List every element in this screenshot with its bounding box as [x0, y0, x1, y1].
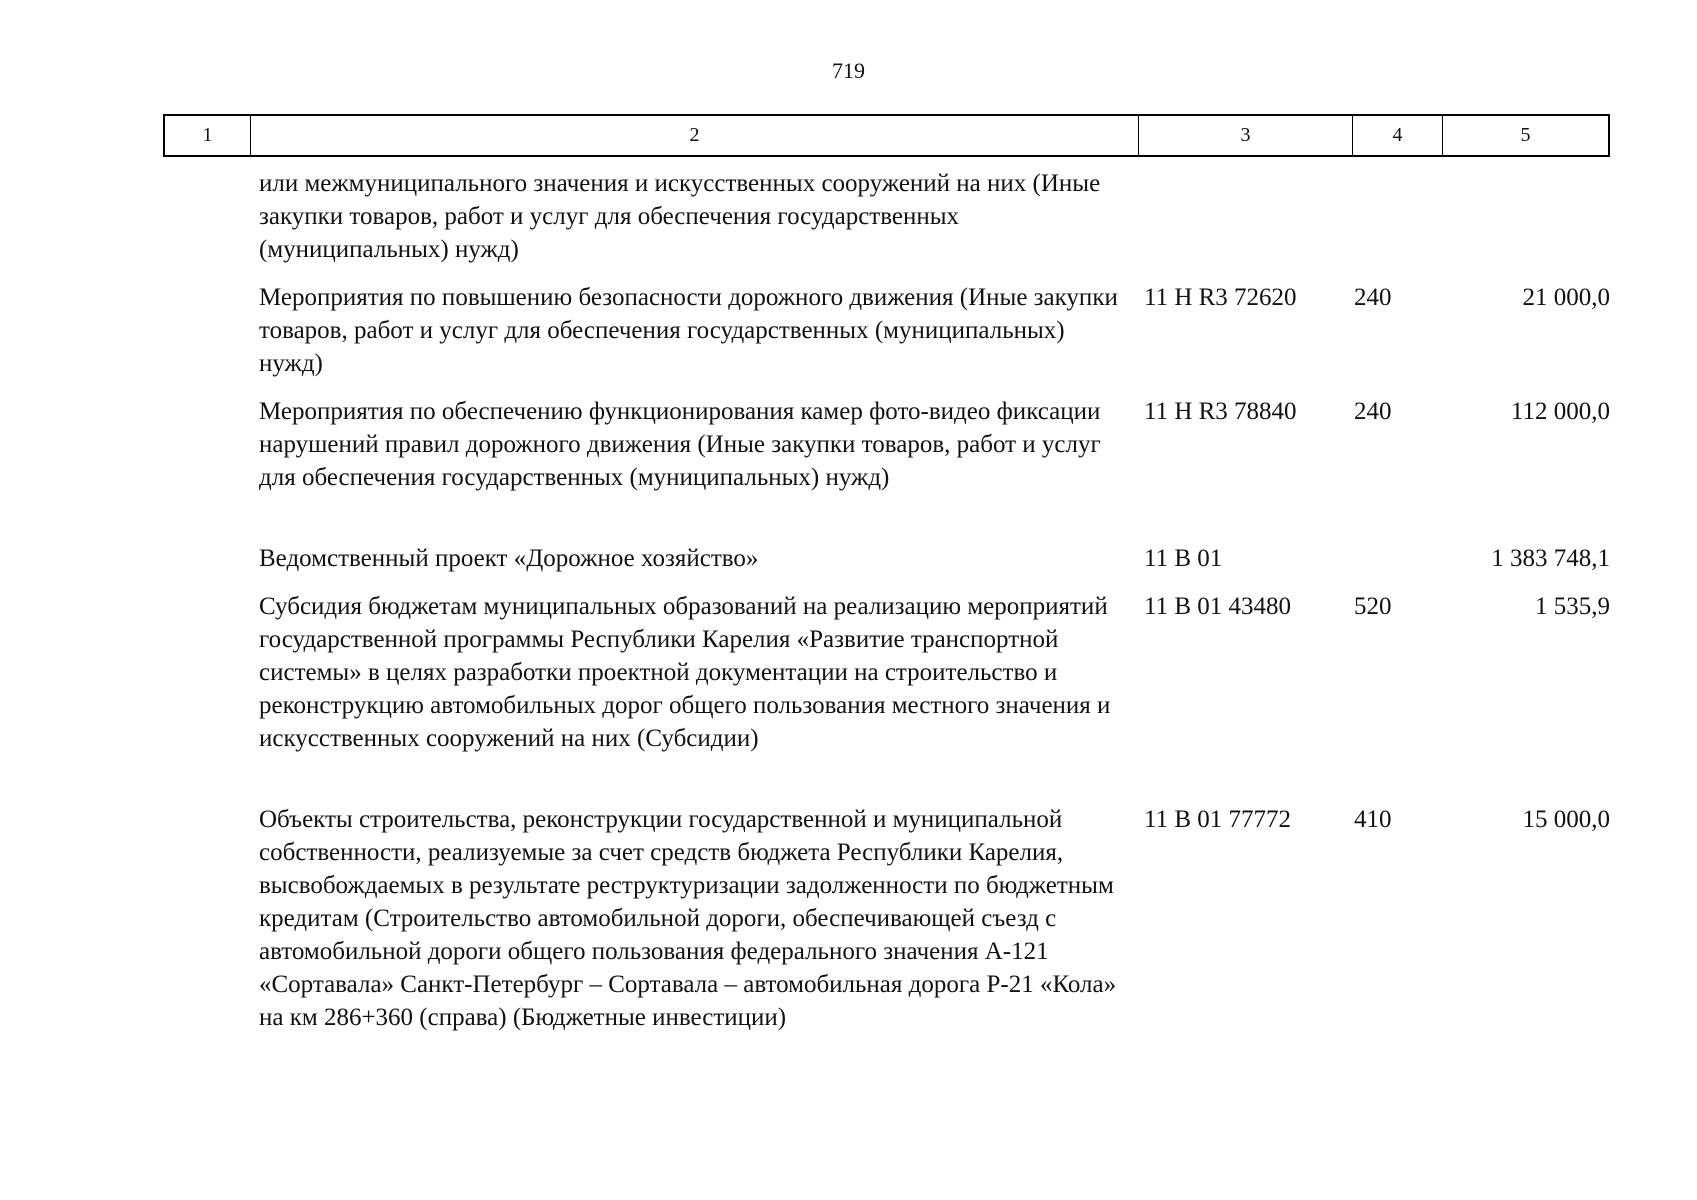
- row-description: Субсидия бюджетам муниципальных образований на реализацию мероприятий государственной программы Республики Карелия «Развитие транспортной системы» в целях разработки проектной документации на строительство и реконструкцию автомобильных дорог общего пользования местного значения и искусственных сооружений на них (Субсидии): [259, 593, 1111, 752]
- header-col-1: 1: [165, 116, 251, 155]
- row-amount: 21 000,0: [1522, 284, 1610, 311]
- header-col-3: 3: [1139, 116, 1353, 155]
- row-amount: 1 383 748,1: [1491, 545, 1610, 572]
- row-amount: 15 000,0: [1522, 806, 1610, 833]
- row-amount: 112 000,0: [1510, 398, 1610, 425]
- row-description: или межмуниципального значения и искусственных сооружений на них (Иные закупки товаров, работ и услуг для обеспечения государственных (муниципальных) нужд): [259, 170, 1101, 263]
- row-code: 11 Н R3 72620: [1144, 284, 1297, 311]
- row-code: 11 В 01 77772: [1144, 806, 1291, 833]
- row-amount: 1 535,9: [1535, 593, 1610, 620]
- row-description: Мероприятия по повышению безопасности дорожного движения (Иные закупки товаров, работ и услуг для обеспечения государственных (муниципальных) нужд): [259, 284, 1118, 377]
- row-code: 11 Н R3 78840: [1144, 398, 1297, 425]
- row-expense-type: 520: [1354, 593, 1392, 620]
- header-col-4: 4: [1353, 116, 1443, 155]
- row-expense-type: 240: [1354, 284, 1392, 311]
- row-description: Ведомственный проект «Дорожное хозяйство»: [259, 545, 759, 572]
- row-code: 11 В 01 43480: [1144, 593, 1291, 620]
- header-col-2: 2: [251, 116, 1139, 155]
- page-number: 719: [832, 58, 865, 83]
- row-description: Мероприятия по обеспечению функционирования камер фото-видео фиксации нарушений правил дорожного движения (Иные закупки товаров, работ и услуг для обеспечения государственных (муниципальных) нужд): [259, 398, 1101, 491]
- table-header: [163, 114, 1610, 157]
- row-expense-type: 410: [1354, 806, 1392, 833]
- row-description: Объекты строительства, реконструкции государственной и муниципальной собственности, реализуемые за счет средств бюджета Республики Карелия, высвобождаемых в результате реструктуризации задолженности по бюджетным кредитам (Строительство автомобильной дороги, обеспечивающей съезд с автомобильной дороги общего пользования федерального значения А-121 «Сортавала» Санкт-Петербург – Сортавала – автомобильная дорога Р-21 «Кола» на км 286+360 (справа) (Бюджетные инвестиции): [259, 806, 1117, 1031]
- row-code: 11 В 01: [1144, 545, 1223, 572]
- header-col-5: 5: [1520, 124, 1531, 146]
- row-expense-type: 240: [1354, 398, 1392, 425]
